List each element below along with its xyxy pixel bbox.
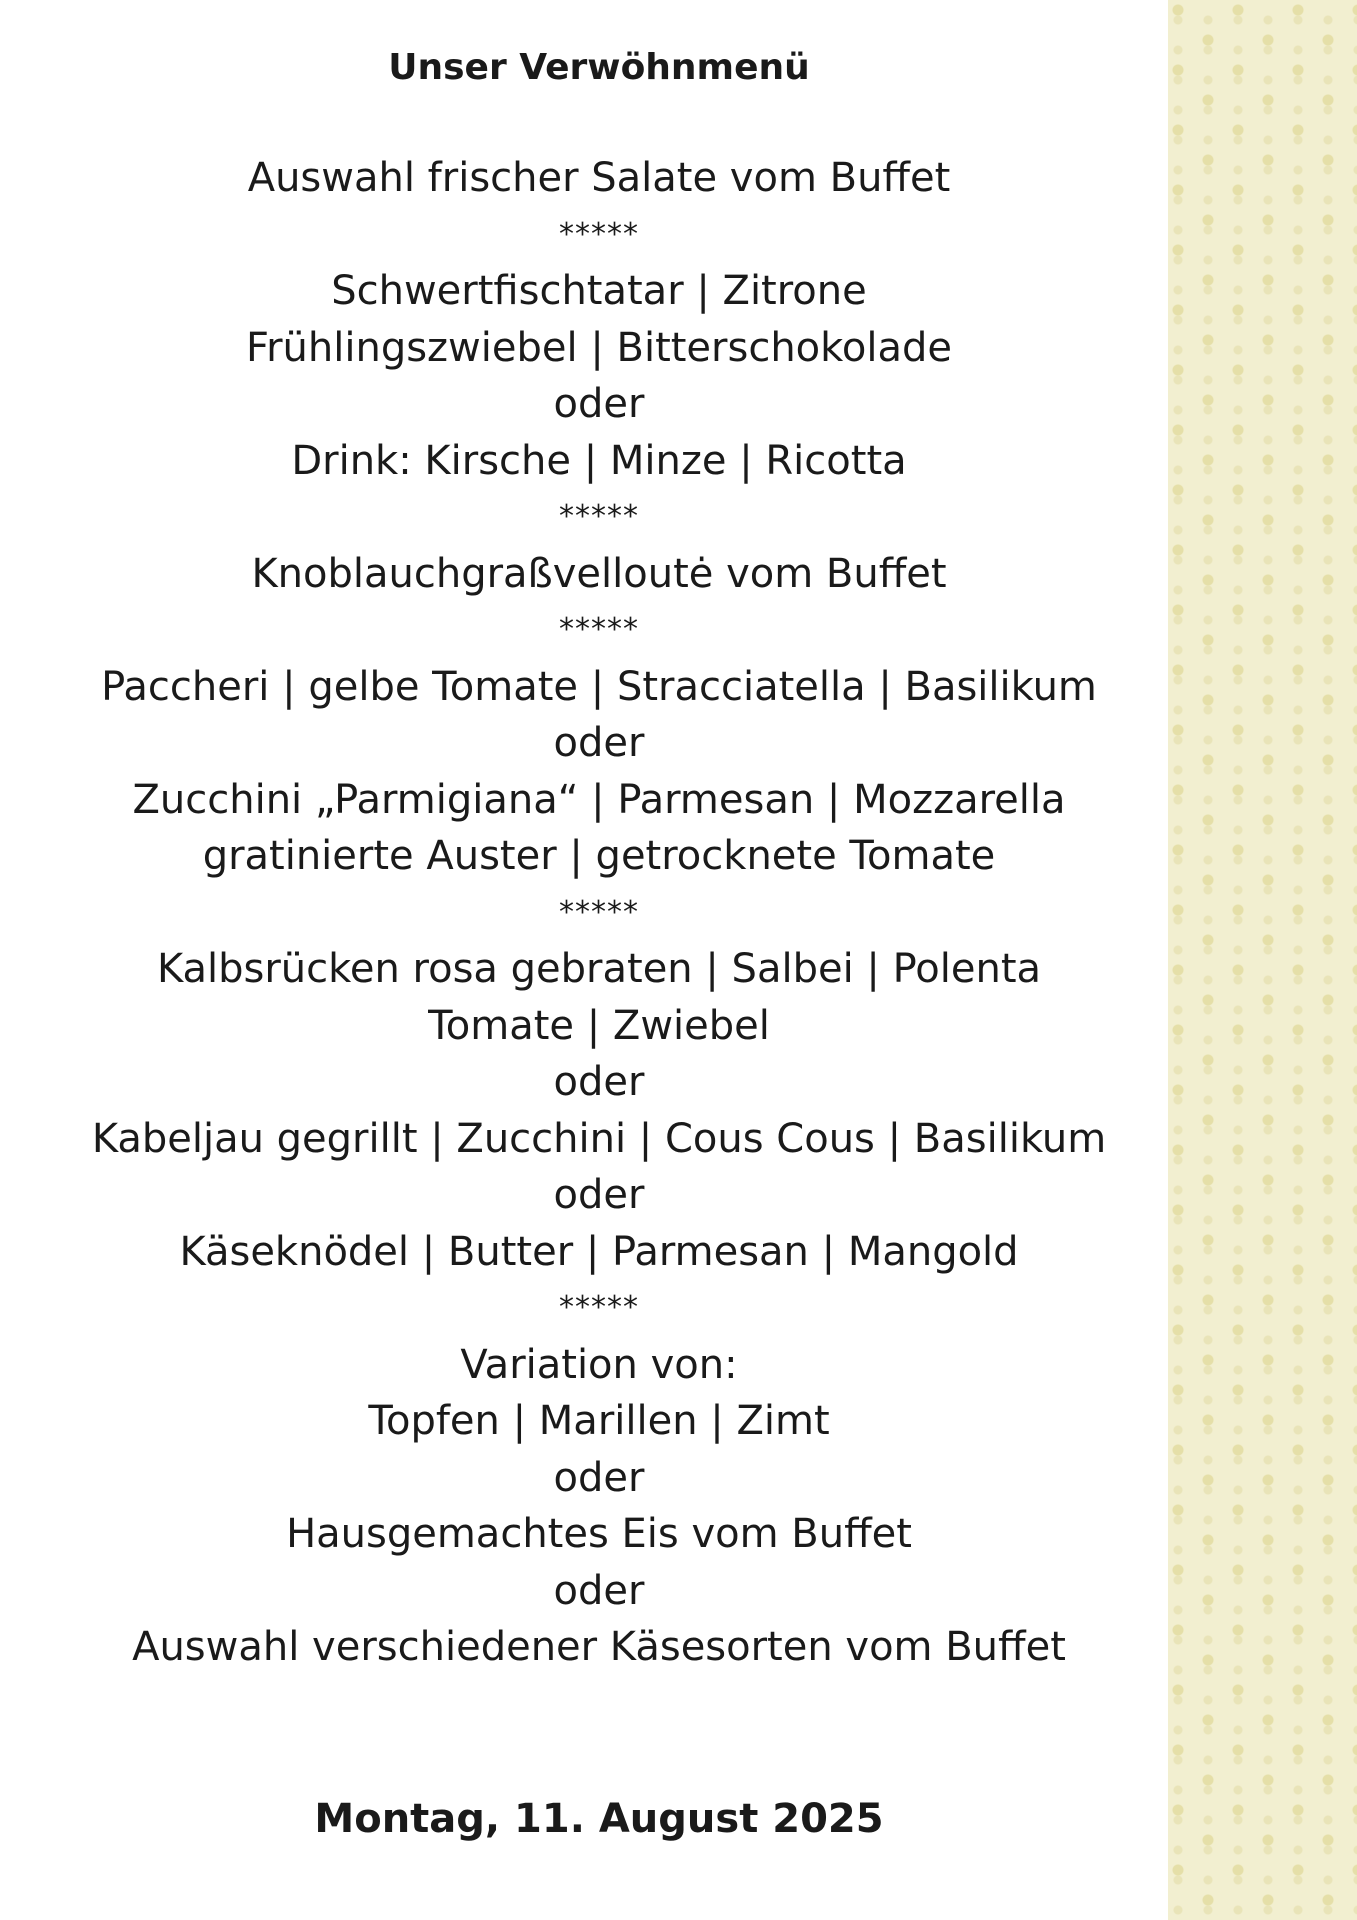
- menu-item: Hausgemachtes Eis vom Buffet: [286, 1511, 912, 1557]
- menu-item: Kabeljau gegrillt | Zucchini | Cous Cous | Basilikum: [91, 1115, 1107, 1162]
- menu-item: Tomate | Zwiebel: [428, 1002, 770, 1049]
- menu-item: Schwertfischtatar | Zitrone: [331, 268, 867, 314]
- alternative-label: oder: [553, 1059, 645, 1105]
- menu-item: Zucchini „Parmigiana“ | Parmesan | Mozzarella: [132, 776, 1066, 823]
- alternative-label: oder: [553, 1454, 645, 1501]
- menu-course-list: [0, 150, 1198, 1676]
- menu-title: Unser Verwöhnmenü: [388, 47, 810, 88]
- course-separator: *****: [559, 894, 639, 930]
- menu-item: Käseknödel | Butter | Parmesan | Mangold: [179, 1228, 1019, 1275]
- menu-item: gratinierte Auster | getrocknete Tomate: [202, 833, 996, 879]
- menu-item: Paccheri | gelbe Tomate | Stracciatella | Basilikum: [101, 663, 1097, 710]
- course-separator: *****: [559, 499, 639, 534]
- alternative-label: oder: [553, 1567, 645, 1614]
- menu-item: Kalbsrücken rosa gebraten | Salbei | Polenta: [156, 946, 1042, 992]
- menu-item: Drink: Kirsche | Minze | Ricotta: [291, 437, 907, 484]
- alternative-label: oder: [553, 720, 645, 766]
- menu-item: Knoblauchgraßvelloutė vom Buffet: [251, 550, 947, 597]
- menu-item: Auswahl verschiedener Käsesorten vom Buffet: [132, 1624, 1066, 1670]
- decorative-dot-pattern-strip: [1168, 0, 1357, 1920]
- alternative-label: oder: [553, 381, 645, 427]
- menu-item: Frühlingszwiebel | Bitterschokolade: [246, 324, 952, 371]
- menu-item: Topfen | Marillen | Zimt: [368, 1398, 830, 1444]
- menu-item: Auswahl frischer Salate vom Buffet: [247, 155, 951, 201]
- alternative-label: oder: [553, 1172, 645, 1218]
- menu-item: Variation von:: [460, 1341, 738, 1388]
- menu-date: Montag, 11. August 2025: [314, 1796, 884, 1842]
- course-separator: *****: [559, 1290, 639, 1325]
- course-separator: *****: [559, 216, 639, 252]
- course-separator: *****: [559, 612, 639, 647]
